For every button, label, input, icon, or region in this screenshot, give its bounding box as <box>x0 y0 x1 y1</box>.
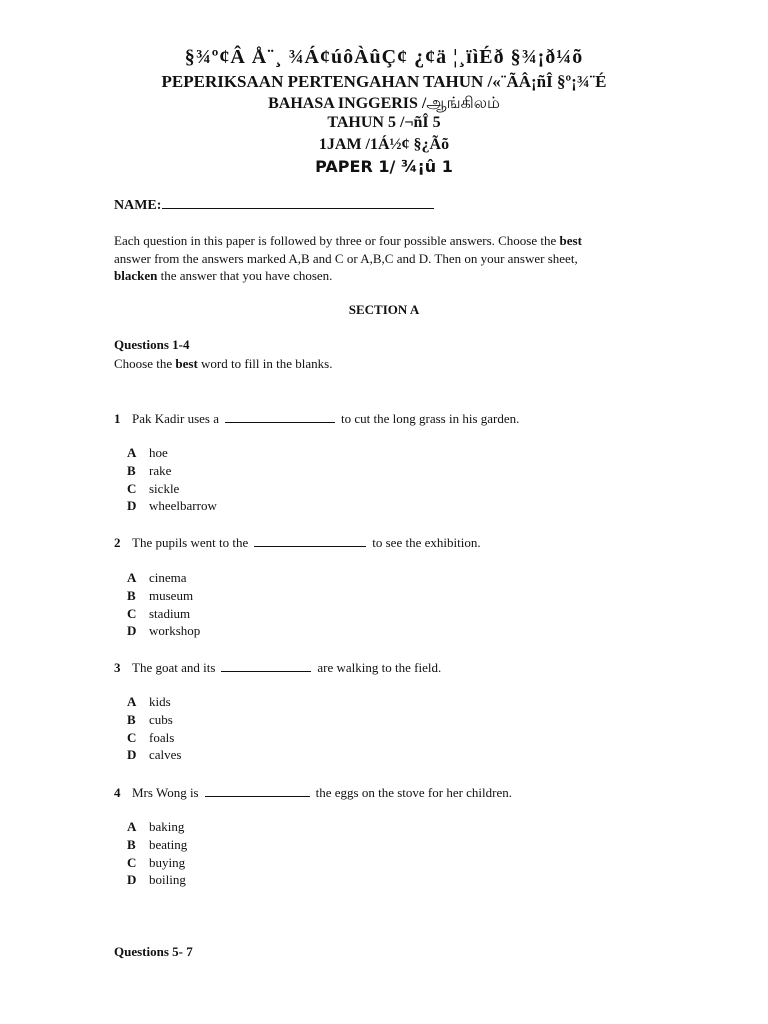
question-text-pre: Mrs Wong is <box>132 785 199 800</box>
option-letter: C <box>127 854 137 870</box>
option-text: beating <box>149 836 188 852</box>
question-number: 2 <box>114 535 121 550</box>
option-letter: A <box>127 819 137 834</box>
option-text: wheelbarrow <box>149 498 217 514</box>
option-d[interactable] <box>127 746 181 764</box>
option-b[interactable] <box>127 836 187 854</box>
option-b[interactable] <box>127 587 200 605</box>
name-label: NAME: <box>114 198 162 213</box>
option-text: stadium <box>149 605 191 621</box>
subject-line <box>0 94 768 114</box>
questions-group-heading: Questions 1-4 <box>114 337 190 352</box>
option-letter: D <box>127 498 137 514</box>
option-b[interactable] <box>127 711 181 729</box>
instructions-emphasis: blacken <box>114 268 158 283</box>
question-text-post: are walking to the field. <box>317 660 442 675</box>
question-number: 3 <box>114 660 121 675</box>
option-a[interactable] <box>127 693 181 711</box>
question-4 <box>114 784 512 801</box>
option-letter: A <box>127 445 137 460</box>
option-a[interactable] <box>127 818 187 836</box>
paper-line: PAPER 1/ ¾¡û 1 <box>315 157 453 176</box>
question-text-pre: The goat and its <box>132 660 216 675</box>
option-text: boiling <box>149 872 186 888</box>
option-text: foals <box>149 729 175 745</box>
exam-title: PEPERIKSAAN PERTENGAHAN TAHUN /«¨ÃÂ¡ñÎ §º¡¾¨É <box>161 72 607 91</box>
option-letter: C <box>127 729 137 745</box>
subject-name: BAHASA INGGERIS / <box>268 95 427 112</box>
option-letter: D <box>127 623 137 639</box>
instructions <box>114 232 674 285</box>
instructions-emphasis: best <box>559 233 582 248</box>
option-a[interactable] <box>127 569 200 587</box>
instructions-text: Each question in this paper is followed by three or four possible answers. Choose the <box>114 233 560 248</box>
option-c[interactable] <box>127 480 217 498</box>
option-text: kids <box>149 694 171 709</box>
question-text-pre: The pupils went to the <box>132 535 249 550</box>
instructions-line-2: answer from the answers marked A,B and C or A,B,C and D. Then on your answer sheet, <box>114 250 578 266</box>
option-letter: D <box>127 872 137 888</box>
option-text: calves <box>149 747 182 763</box>
option-letter: B <box>127 587 136 603</box>
option-b[interactable] <box>127 462 217 480</box>
name-blank-line[interactable] <box>162 196 434 209</box>
answer-blank <box>225 410 335 423</box>
option-c[interactable] <box>127 854 187 872</box>
option-text: workshop <box>149 623 201 639</box>
option-letter: A <box>127 570 137 585</box>
question-3 <box>114 659 441 676</box>
section-title: SECTION A <box>348 302 420 317</box>
option-letter: B <box>127 462 136 478</box>
option-text: cinema <box>149 570 187 585</box>
option-letter: B <box>127 711 136 727</box>
option-letter: C <box>127 605 137 621</box>
option-d[interactable] <box>127 622 200 640</box>
option-text: baking <box>149 819 185 834</box>
question-2 <box>114 534 481 551</box>
options-list <box>127 569 200 640</box>
school-name-tamil: §¾º¢Â Å¨¸ ¾Á¢úôÀûÇ¢ ¿¢ä ¦¸ïìÉð §¾¡ð¼õ <box>184 46 584 68</box>
option-c[interactable] <box>127 729 181 747</box>
option-letter: B <box>127 836 136 852</box>
question-1 <box>114 410 519 427</box>
name-field <box>114 196 434 214</box>
subject-name-tamil: ஆங்கிலம் <box>426 95 500 112</box>
option-text: hoe <box>149 445 168 460</box>
option-text: museum <box>149 587 194 603</box>
option-letter: D <box>127 747 137 763</box>
direction-text: word to fill in the blanks. <box>197 356 333 371</box>
option-letter: A <box>127 694 137 709</box>
option-c[interactable] <box>127 605 200 623</box>
option-letter: C <box>127 480 137 496</box>
answer-blank <box>254 534 366 547</box>
option-text: sickle <box>149 480 180 496</box>
duration-line: 1JAM /1Á½¢ §¿Ãõ <box>318 136 450 153</box>
questions-direction <box>114 356 332 372</box>
answer-blank <box>205 784 310 797</box>
direction-emphasis: best <box>175 356 198 371</box>
direction-text: Choose the <box>114 356 176 371</box>
options-list <box>127 693 181 764</box>
option-text: rake <box>149 462 172 478</box>
question-text-post: to cut the long grass in his garden. <box>341 411 520 426</box>
question-number: 4 <box>114 785 121 800</box>
option-a[interactable] <box>127 444 217 462</box>
instructions-line-1 <box>114 232 674 250</box>
option-d[interactable] <box>127 871 187 889</box>
question-text-post: to see the exhibition. <box>372 535 481 550</box>
question-number: 1 <box>114 411 121 426</box>
year-line: TAHUN 5 /¬ñÎ 5 <box>327 114 441 131</box>
question-text-post: the eggs on the stove for her children. <box>315 785 513 800</box>
instructions-line-3 <box>114 267 674 285</box>
question-text-pre: Pak Kadir uses a <box>132 411 220 426</box>
option-text: cubs <box>149 711 173 727</box>
instructions-text: the answer that you have chosen. <box>157 268 333 283</box>
options-list <box>127 444 217 515</box>
options-list <box>127 818 187 889</box>
option-d[interactable] <box>127 497 217 515</box>
answer-blank <box>221 659 311 672</box>
questions-group-heading: Questions 5- 7 <box>114 944 193 959</box>
option-text: buying <box>149 854 186 870</box>
